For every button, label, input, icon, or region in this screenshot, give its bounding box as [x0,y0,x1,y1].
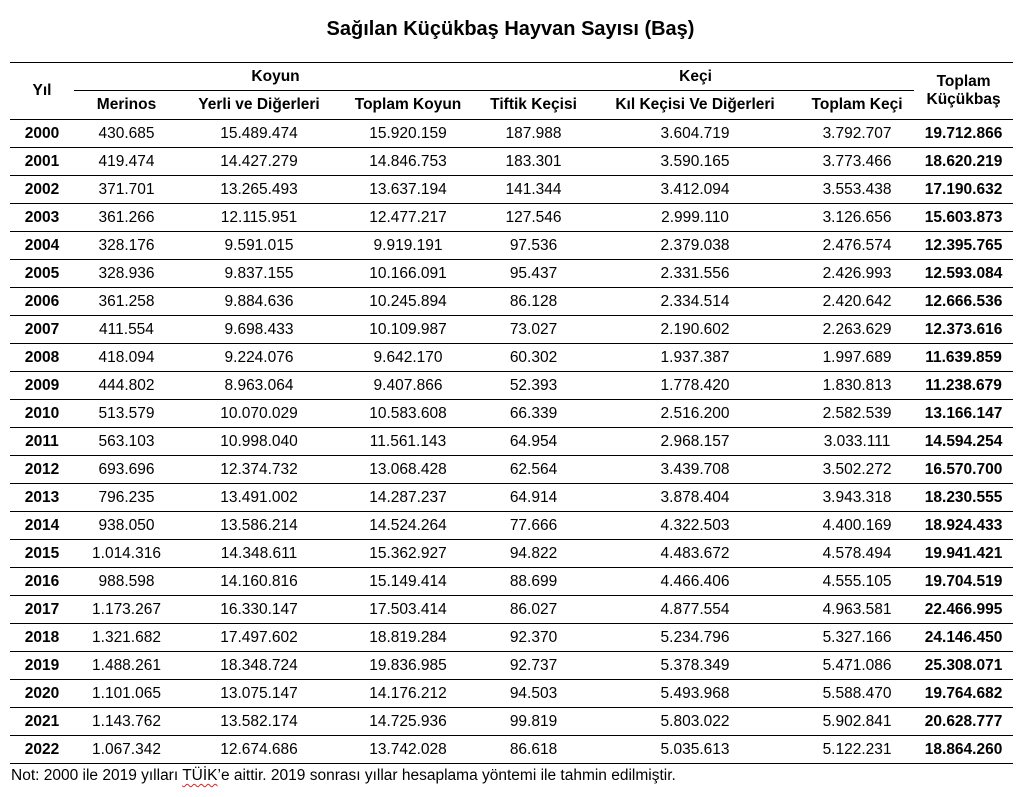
toplam-koyun-cell: 10.166.091 [339,260,477,288]
toplam-koyun-cell: 15.362.927 [339,540,477,568]
year-cell: 2019 [10,652,74,680]
table-row [10,344,1013,372]
table-row [10,736,1013,764]
toplam-koyun-cell: 17.503.414 [339,596,477,624]
kil-cell: 2.379.038 [590,232,800,260]
year-cell: 2007 [10,316,74,344]
yerli-cell: 9.591.015 [179,232,339,260]
toplam-koyun-cell: 19.836.985 [339,652,477,680]
kil-cell: 1.778.420 [590,372,800,400]
year-cell: 2014 [10,512,74,540]
header-total-line2: Küçükbaş [926,91,1001,108]
toplam-koyun-cell: 15.149.414 [339,568,477,596]
year-cell: 2001 [10,148,74,176]
year-cell: 2004 [10,232,74,260]
tiftik-cell: 183.301 [477,148,590,176]
toplam-keci-cell: 3.033.111 [800,428,914,456]
total-cell: 20.628.777 [914,708,1013,736]
merinos-cell: 1.488.261 [74,652,179,680]
year-cell: 2009 [10,372,74,400]
total-cell: 17.190.632 [914,176,1013,204]
yerli-cell: 13.586.214 [179,512,339,540]
total-cell: 12.373.616 [914,316,1013,344]
toplam-koyun-cell: 9.919.191 [339,232,477,260]
total-cell: 19.764.682 [914,680,1013,708]
yerli-cell: 9.884.636 [179,288,339,316]
year-cell: 2018 [10,624,74,652]
table-row [10,680,1013,708]
toplam-keci-cell: 3.773.466 [800,148,914,176]
toplam-keci-cell: 1.997.689 [800,344,914,372]
year-cell: 2022 [10,736,74,764]
toplam-koyun-cell: 10.245.894 [339,288,477,316]
total-cell: 22.466.995 [914,596,1013,624]
table-row [10,568,1013,596]
table-row [10,120,1013,148]
year-cell: 2002 [10,176,74,204]
toplam-keci-cell: 3.126.656 [800,204,914,232]
table-row [10,512,1013,540]
kil-cell: 5.234.796 [590,624,800,652]
tiftik-cell: 64.914 [477,484,590,512]
year-cell: 2000 [10,120,74,148]
year-cell: 2020 [10,680,74,708]
toplam-koyun-cell: 13.742.028 [339,736,477,764]
table-row [10,260,1013,288]
toplam-keci-cell: 2.420.642 [800,288,914,316]
yerli-cell: 13.265.493 [179,176,339,204]
toplam-keci-cell: 5.122.231 [800,736,914,764]
table-row [10,316,1013,344]
toplam-keci-cell: 5.471.086 [800,652,914,680]
merinos-cell: 430.685 [74,120,179,148]
tiftik-cell: 141.344 [477,176,590,204]
tiftik-cell: 92.737 [477,652,590,680]
toplam-keci-cell: 3.502.272 [800,456,914,484]
table-row [10,372,1013,400]
header-year: Yıl [32,82,52,99]
footnote-text-after: ’e aittir. 2019 sonrası yıllar hesaplama yöntemi ile tahmin edilmiştir. [217,767,676,784]
table-row [10,176,1013,204]
yerli-cell: 14.348.611 [179,540,339,568]
kil-cell: 2.516.200 [590,400,800,428]
kil-cell: 3.604.719 [590,120,800,148]
toplam-koyun-cell: 10.583.608 [339,400,477,428]
total-cell: 11.639.859 [914,344,1013,372]
header-group-koyun: Koyun [74,63,477,91]
yerli-cell: 9.837.155 [179,260,339,288]
total-cell: 18.924.433 [914,512,1013,540]
yerli-cell: 12.115.951 [179,204,339,232]
yerli-cell: 17.497.602 [179,624,339,652]
table-body [10,120,1013,764]
toplam-keci-cell: 4.400.169 [800,512,914,540]
merinos-cell: 328.936 [74,260,179,288]
total-cell: 14.594.254 [914,428,1013,456]
merinos-cell: 1.014.316 [74,540,179,568]
merinos-cell: 988.598 [74,568,179,596]
tiftik-cell: 99.819 [477,708,590,736]
total-cell: 24.146.450 [914,624,1013,652]
table-row [10,456,1013,484]
header-tiftik: Tiftik Keçisi [490,96,577,113]
kil-cell: 4.466.406 [590,568,800,596]
yerli-cell: 10.998.040 [179,428,339,456]
kil-cell: 5.493.968 [590,680,800,708]
toplam-keci-cell: 1.830.813 [800,372,914,400]
toplam-keci-cell: 2.476.574 [800,232,914,260]
table-row [10,288,1013,316]
footnote-text-before: Not: 2000 ile 2019 yılları [11,767,183,784]
header-total [914,63,1013,120]
toplam-keci-cell: 4.963.581 [800,596,914,624]
toplam-koyun-cell: 14.176.212 [339,680,477,708]
year-cell: 2008 [10,344,74,372]
livestock-table [10,62,1013,764]
tiftik-cell: 92.370 [477,624,590,652]
merinos-cell: 328.176 [74,232,179,260]
table-row [10,596,1013,624]
header-toplam-keci: Toplam Keçi [811,96,903,113]
table-title: Sağılan Küçükbaş Hayvan Sayısı (Baş) [326,18,695,40]
toplam-keci-cell: 5.588.470 [800,680,914,708]
yerli-cell: 18.348.724 [179,652,339,680]
tiftik-cell: 86.128 [477,288,590,316]
merinos-cell: 1.143.762 [74,708,179,736]
toplam-keci-cell: 3.553.438 [800,176,914,204]
header-group-keci: Keçi [477,63,914,91]
header-toplam-koyun: Toplam Koyun [354,96,462,113]
merinos-cell: 1.067.342 [74,736,179,764]
merinos-cell: 371.701 [74,176,179,204]
footnote-flagged-word: TÜİK [182,767,218,784]
total-cell: 13.166.147 [914,400,1013,428]
toplam-keci-cell: 2.426.993 [800,260,914,288]
merinos-cell: 361.266 [74,204,179,232]
merinos-cell: 1.173.267 [74,596,179,624]
total-cell: 18.230.555 [914,484,1013,512]
table-row [10,232,1013,260]
kil-cell: 4.877.554 [590,596,800,624]
toplam-koyun-cell: 14.524.264 [339,512,477,540]
yerli-cell: 8.963.064 [179,372,339,400]
table-row [10,484,1013,512]
tiftik-cell: 66.339 [477,400,590,428]
year-cell: 2010 [10,400,74,428]
total-cell: 15.603.873 [914,204,1013,232]
kil-cell: 5.378.349 [590,652,800,680]
toplam-keci-cell: 3.943.318 [800,484,914,512]
kil-cell: 4.483.672 [590,540,800,568]
total-cell: 12.395.765 [914,232,1013,260]
toplam-koyun-cell: 9.407.866 [339,372,477,400]
merinos-cell: 1.321.682 [74,624,179,652]
year-cell: 2005 [10,260,74,288]
kil-cell: 2.190.602 [590,316,800,344]
kil-cell: 2.968.157 [590,428,800,456]
yerli-cell: 16.330.147 [179,596,339,624]
toplam-koyun-cell: 18.819.284 [339,624,477,652]
tiftik-cell: 52.393 [477,372,590,400]
merinos-cell: 419.474 [74,148,179,176]
kil-cell: 2.331.556 [590,260,800,288]
year-cell: 2015 [10,540,74,568]
toplam-keci-cell: 4.578.494 [800,540,914,568]
tiftik-cell: 64.954 [477,428,590,456]
merinos-cell: 796.235 [74,484,179,512]
total-cell: 12.593.084 [914,260,1013,288]
header-merinos: Merinos [96,96,157,113]
kil-cell: 4.322.503 [590,512,800,540]
total-cell: 11.238.679 [914,372,1013,400]
toplam-keci-cell: 3.792.707 [800,120,914,148]
tiftik-cell: 62.564 [477,456,590,484]
yerli-cell: 13.582.174 [179,708,339,736]
total-cell: 18.864.260 [914,736,1013,764]
year-cell: 2006 [10,288,74,316]
header-total-line1: Toplam [936,73,991,90]
year-cell: 2021 [10,708,74,736]
header-kil: Kıl Keçisi Ve Diğerleri [615,96,775,113]
yerli-cell: 15.489.474 [179,120,339,148]
toplam-koyun-cell: 11.561.143 [339,428,477,456]
kil-cell: 3.412.094 [590,176,800,204]
yerli-cell: 9.224.076 [179,344,339,372]
kil-cell: 3.439.708 [590,456,800,484]
year-cell: 2011 [10,428,74,456]
toplam-koyun-cell: 13.637.194 [339,176,477,204]
tiftik-cell: 60.302 [477,344,590,372]
yerli-cell: 12.674.686 [179,736,339,764]
total-cell: 18.620.219 [914,148,1013,176]
kil-cell: 5.035.613 [590,736,800,764]
toplam-keci-cell: 4.555.105 [800,568,914,596]
tiftik-cell: 95.437 [477,260,590,288]
year-cell: 2017 [10,596,74,624]
merinos-cell: 361.258 [74,288,179,316]
merinos-cell: 411.554 [74,316,179,344]
table-row [10,400,1013,428]
kil-cell: 5.803.022 [590,708,800,736]
tiftik-cell: 73.027 [477,316,590,344]
toplam-koyun-cell: 9.642.170 [339,344,477,372]
year-cell: 2012 [10,456,74,484]
yerli-cell: 9.698.433 [179,316,339,344]
header-yerli: Yerli ve Diğerleri [198,96,320,113]
tiftik-cell: 97.536 [477,232,590,260]
toplam-koyun-cell: 14.287.237 [339,484,477,512]
table-row [10,428,1013,456]
tiftik-cell: 86.027 [477,596,590,624]
kil-cell: 2.334.514 [590,288,800,316]
table-row [10,540,1013,568]
yerli-cell: 14.160.816 [179,568,339,596]
year-cell: 2013 [10,484,74,512]
table-row [10,708,1013,736]
toplam-koyun-cell: 10.109.987 [339,316,477,344]
total-cell: 12.666.536 [914,288,1013,316]
toplam-koyun-cell: 12.477.217 [339,204,477,232]
total-cell: 25.308.071 [914,652,1013,680]
kil-cell: 2.999.110 [590,204,800,232]
toplam-keci-cell: 2.582.539 [800,400,914,428]
yerli-cell: 13.491.002 [179,484,339,512]
table-header [10,63,1013,120]
total-cell: 16.570.700 [914,456,1013,484]
kil-cell: 3.590.165 [590,148,800,176]
tiftik-cell: 88.699 [477,568,590,596]
total-cell: 19.704.519 [914,568,1013,596]
table-row [10,148,1013,176]
merinos-cell: 513.579 [74,400,179,428]
total-cell: 19.941.421 [914,540,1013,568]
yerli-cell: 10.070.029 [179,400,339,428]
toplam-koyun-cell: 13.068.428 [339,456,477,484]
toplam-koyun-cell: 14.725.936 [339,708,477,736]
table-row [10,624,1013,652]
tiftik-cell: 77.666 [477,512,590,540]
yerli-cell: 12.374.732 [179,456,339,484]
tiftik-cell: 187.988 [477,120,590,148]
merinos-cell: 693.696 [74,456,179,484]
toplam-keci-cell: 5.327.166 [800,624,914,652]
toplam-koyun-cell: 14.846.753 [339,148,477,176]
kil-cell: 3.878.404 [590,484,800,512]
tiftik-cell: 127.546 [477,204,590,232]
merinos-cell: 1.101.065 [74,680,179,708]
merinos-cell: 563.103 [74,428,179,456]
tiftik-cell: 94.503 [477,680,590,708]
merinos-cell: 444.802 [74,372,179,400]
kil-cell: 1.937.387 [590,344,800,372]
year-cell: 2003 [10,204,74,232]
merinos-cell: 418.094 [74,344,179,372]
table-row [10,204,1013,232]
table-row [10,652,1013,680]
total-cell: 19.712.866 [914,120,1013,148]
yerli-cell: 13.075.147 [179,680,339,708]
year-cell: 2016 [10,568,74,596]
merinos-cell: 938.050 [74,512,179,540]
toplam-koyun-cell: 15.920.159 [339,120,477,148]
toplam-keci-cell: 5.902.841 [800,708,914,736]
toplam-keci-cell: 2.263.629 [800,316,914,344]
yerli-cell: 14.427.279 [179,148,339,176]
tiftik-cell: 94.822 [477,540,590,568]
footnote [11,766,676,786]
tiftik-cell: 86.618 [477,736,590,764]
